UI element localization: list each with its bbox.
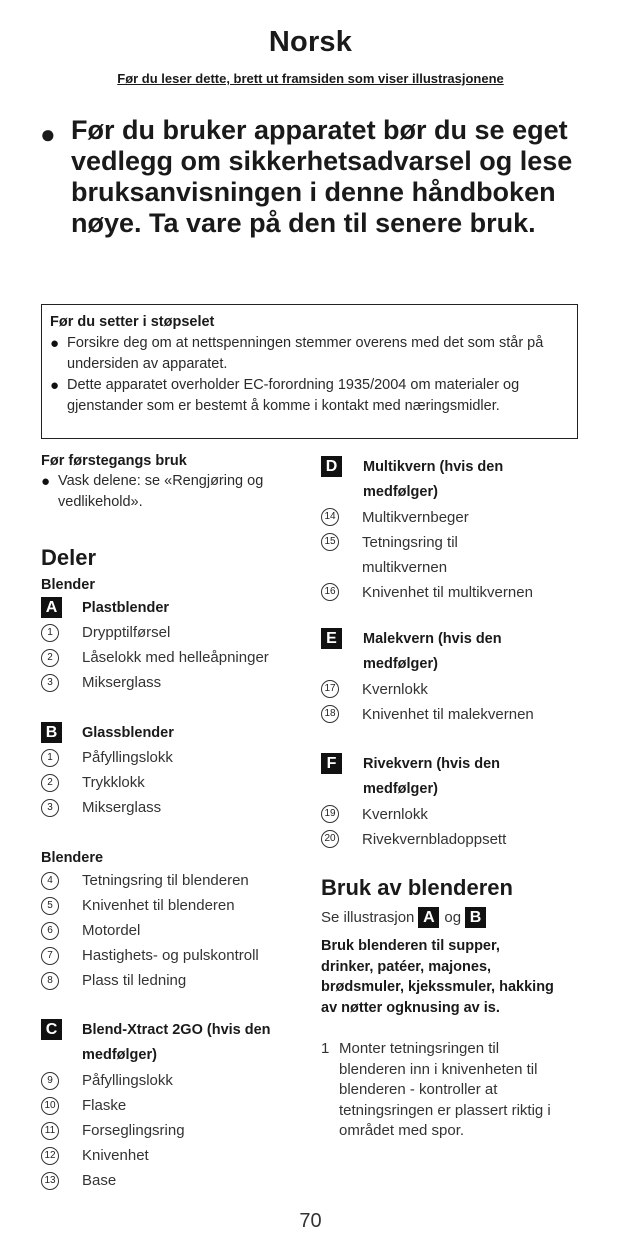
usage-description: Bruk blenderen til supper, drinker, patéer, majones, brødsmuler, kjekssmuler, hakking av nøtter ogknusing av is. [321,938,554,1016]
list-item [321,677,586,702]
part-label: Base [82,1172,117,1189]
page-number: 70 [299,1210,322,1232]
group-e-name: Malekvern (hvis den medfølger) [363,631,502,672]
number-badge: 10 [41,1097,59,1115]
number-badge: 2 [41,649,59,667]
list-item [321,530,586,580]
number-badge: 4 [41,872,59,890]
part-label: Knivenhet til malekvernen [362,706,534,723]
list-item [41,745,311,770]
group-f-name: Rivekvern (hvis den medfølger) [363,756,500,797]
list-item [41,770,311,795]
list-item [41,1143,311,1168]
letter-f-badge: F [321,753,342,774]
safety-warning-text: Før du bruker apparatet bør du se eget vedlegg om sikkerhetsadvarsel og lese bruksanvisningen i denne håndboken nøye. Ta vare på den til senere bruk. [71,115,573,238]
part-label: Flaske [82,1097,127,1114]
blender-label: Blender [41,577,95,593]
right-column [321,455,586,1142]
list-item [41,1093,311,1118]
part-label: Kvernlokk [362,806,428,823]
step-text: Monter tetningsringen til blenderen inn i knivenheten til blenderen - kontroller at tetningsringen er plassert riktig i området med spor. [339,1040,551,1139]
part-label: Hastighets- og pulskontroll [82,947,259,964]
number-badge: 11 [41,1122,59,1140]
list-item [50,375,567,417]
group-d-name: Multikvern (hvis den medfølger) [363,459,504,500]
first-use-section [41,451,311,513]
list-item [41,968,311,993]
number-badge: 14 [321,508,339,526]
group-c-name: Blend-Xtract 2GO (hvis den medfølger) [82,1022,271,1063]
part-label: Påfyllingslokk [82,749,173,766]
list-item [321,702,586,727]
list-item [41,1118,311,1143]
group-d-header [321,455,586,505]
list-item [41,471,311,513]
group-c-header [41,1018,311,1068]
number-badge: 2 [41,774,59,792]
letter-d-badge: D [321,456,342,477]
letter-a-badge: A [41,597,62,618]
number-badge: 8 [41,972,59,990]
list-item [321,505,586,530]
bullet-icon: ● [50,377,60,394]
part-label: Rivekvernbladoppsett [362,831,507,848]
group-a-name: Plastblender [82,599,170,616]
usage-heading: Bruk av blenderen [321,875,513,900]
group-b-header [41,720,311,745]
number-badge: 6 [41,922,59,940]
list-item [50,333,567,375]
group-e-header [321,627,586,677]
bullet-icon: ● [40,119,56,149]
number-badge: 9 [41,1072,59,1090]
part-label: Trykklokk [82,774,145,791]
group-a-header [41,595,311,620]
bullet-icon: ● [41,473,51,490]
number-badge: 13 [41,1172,59,1190]
number-badge: 20 [321,830,339,848]
plug-info-bullet-2: Dette apparatet overholder EC-forordning 1935/2004 om materialer og gjenstander som er bestemt å komme i kontakt med næringsmidler. [67,377,520,414]
number-badge: 17 [321,680,339,698]
list-item [41,868,311,893]
parts-heading: Deler [41,545,97,570]
plug-info-title: Før du setter i støpselet [50,314,215,330]
number-badge: 1 [41,749,59,767]
part-label: Knivenhet [82,1147,149,1164]
list-item [41,918,311,943]
instruction-step [321,1039,586,1142]
part-label: Knivenhet til blenderen [82,897,235,914]
plug-info-bullet-1: Forsikre deg om at nettspenningen stemmer overens med det som står på undersiden av apparatet. [67,335,544,372]
safety-warning [40,115,585,239]
illustration-reference [321,905,586,929]
page-subtitle: Før du leser dette, brett ut framsiden som viser illustrasjonene [117,71,504,86]
list-item [41,893,311,918]
part-label: Knivenhet til multikvernen [362,584,533,601]
part-label: Forseglingsring [82,1122,185,1139]
part-label: Låselokk med helleåpninger [82,649,269,666]
list-item [41,645,311,670]
illustration-prefix: Se illustrasjon [321,908,415,926]
part-label: Mikserglass [82,674,162,691]
list-item [41,1168,311,1193]
part-label: Kvernlokk [362,681,428,698]
illustration-conjunction: og [444,908,462,926]
list-item [321,802,586,827]
part-label: Påfyllingslokk [82,1072,173,1089]
number-badge: 19 [321,805,339,823]
number-badge: 7 [41,947,59,965]
letter-e-badge: E [321,628,342,649]
number-badge: 3 [41,674,59,692]
first-use-bullet: Vask delene: se «Rengjøring og vedlikehold». [58,473,264,510]
letter-c-badge: C [41,1019,62,1040]
part-label: Multikvernbeger [362,509,469,526]
group-f-header [321,752,586,802]
bullet-icon: ● [50,335,60,352]
number-badge: 18 [321,705,339,723]
page-title: Norsk [268,26,353,58]
number-badge: 1 [41,624,59,642]
group-b-name: Glassblender [82,724,174,741]
list-item [41,1068,311,1093]
letter-a-badge: A [418,907,439,928]
number-badge: 5 [41,897,59,915]
number-badge: 15 [321,533,339,551]
letter-b-badge: B [465,907,486,928]
letter-b-badge: B [41,722,62,743]
blendere-label: Blendere [41,850,104,866]
number-badge: 12 [41,1147,59,1165]
part-label: Drypptilførsel [82,624,171,641]
step-number: 1 [321,1040,330,1057]
part-label: Motordel [82,922,141,939]
list-item [41,943,311,968]
first-use-title: Før førstegangs bruk [41,453,187,469]
list-item [41,795,311,820]
plug-info-box [41,304,578,439]
left-column [41,451,311,1193]
part-label: Mikserglass [82,799,162,816]
list-item [321,580,586,605]
number-badge: 3 [41,799,59,817]
list-item [41,620,311,645]
part-label: Tetningsring til blenderen [82,872,249,889]
list-item [41,670,311,695]
number-badge: 16 [321,583,339,601]
part-label: Plass til ledning [82,972,187,989]
list-item [321,827,586,852]
part-label: Tetningsring til multikvernen [362,534,458,576]
